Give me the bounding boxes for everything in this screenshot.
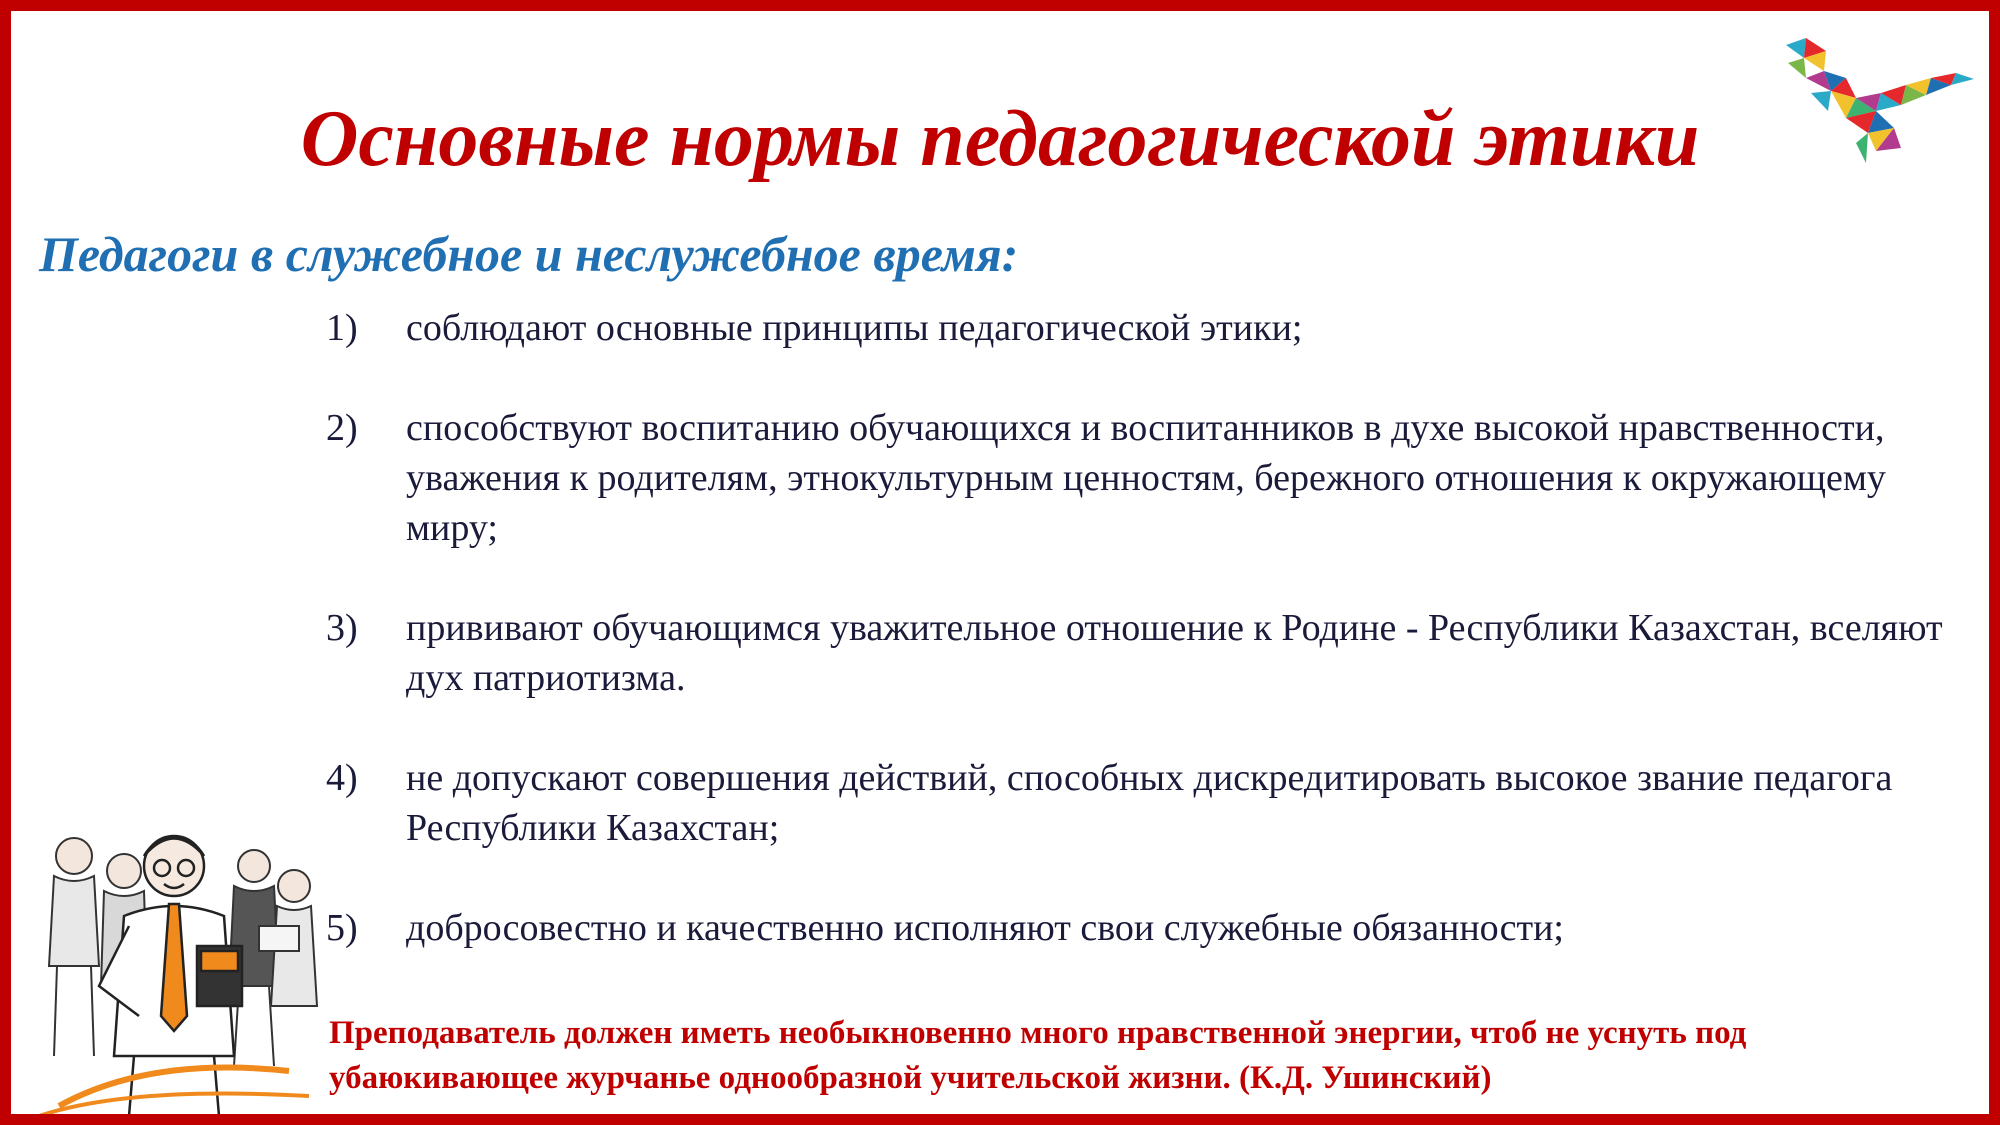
ushinsky-quote: Преподаватель должен иметь необыкновенно много нравственной энергии, чтоб не уснуть под убаюкивающее журчанье однообразной учительской жизни. (К.Д. Ушинский) — [329, 1015, 1747, 1096]
page-title: Основные нормы педагогической этики — [300, 95, 1700, 183]
list-item — [326, 403, 1956, 553]
list-item — [326, 903, 1956, 953]
norms-list — [326, 303, 1956, 953]
item-number: 2) — [326, 407, 358, 449]
subtitle: Педагоги в служебное и неслужебное время: — [39, 226, 1019, 282]
item-text: соблюдают основные принципы педагогической этики; — [406, 307, 1303, 349]
teachers-illustration — [29, 816, 329, 1116]
list-item — [326, 603, 1956, 703]
item-number: 5) — [326, 907, 358, 949]
item-number: 3) — [326, 607, 358, 649]
item-number: 4) — [326, 757, 358, 799]
item-number: 1) — [326, 307, 358, 349]
item-text: не допускают совершения действий, способных дискредитировать высокое звание педагога Республики Казахстан; — [406, 757, 1893, 849]
item-text: добросовестно и качественно исполняют свои служебные обязанности; — [406, 907, 1564, 949]
list-item — [326, 753, 1956, 853]
item-text: прививают обучающимся уважительное отношение к Родине - Республики Казахстан, вселяют дух патриотизма. — [406, 607, 1943, 699]
item-text: способствуют воспитанию обучающихся и воспитанников в духе высокой нравственности, уважения к родителям, этнокультурным ценностям, бережного отношения к окружающему миру; — [406, 407, 1886, 549]
list-item — [326, 303, 1956, 353]
